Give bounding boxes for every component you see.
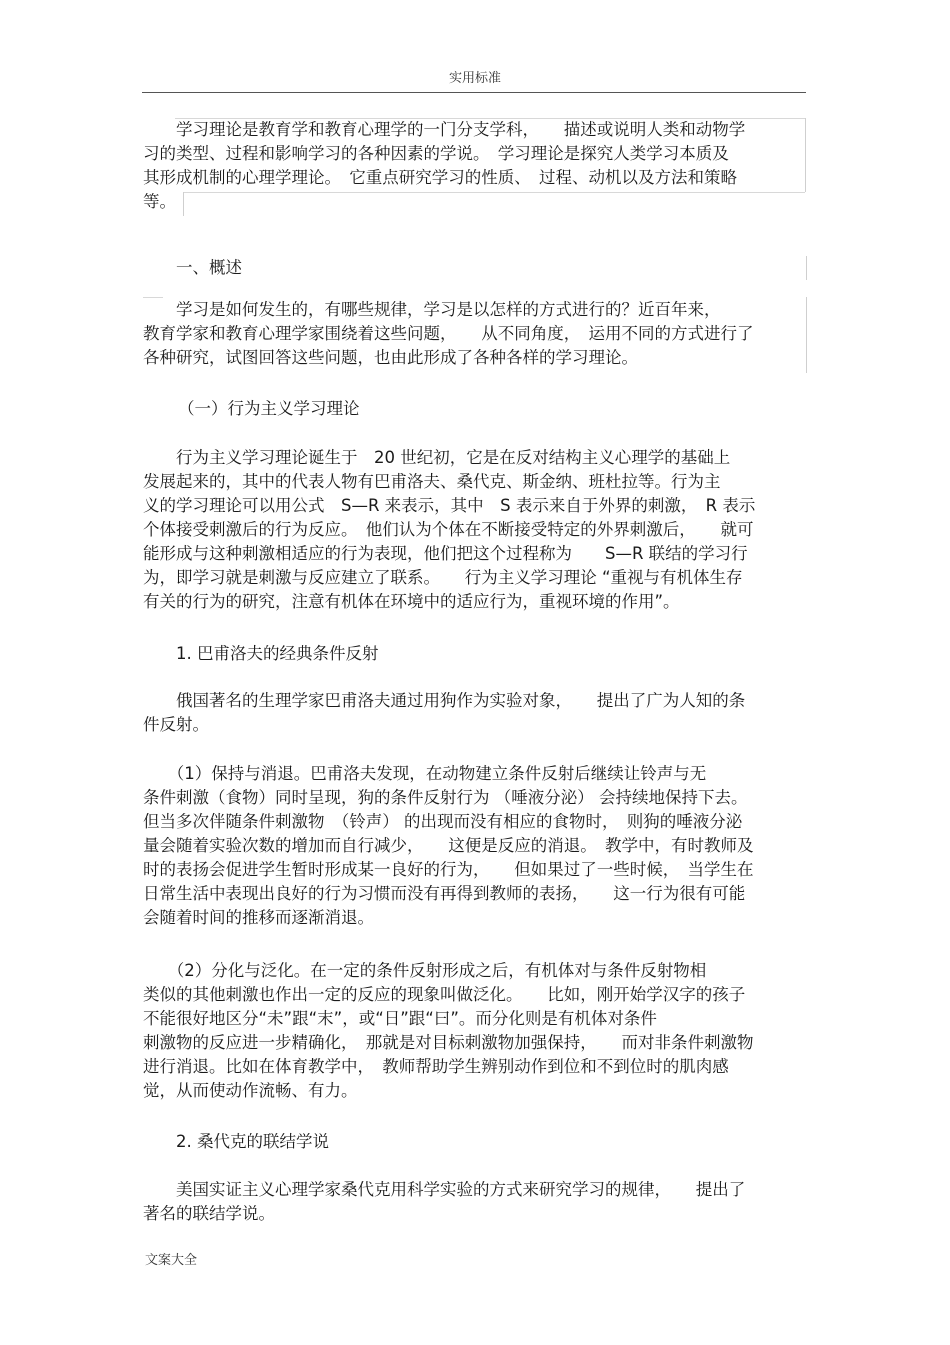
text-line: 不能很好地区分“未”跟“末”，或“日”跟“曰”。而分化则是有机体对条件 [143, 1009, 657, 1028]
pavlov-paragraph [143, 689, 805, 737]
text-line: 俄国著名的生理学家巴甫洛夫通过用狗作为实验对象， 提出了广为人知的条 [143, 691, 746, 710]
text-line: 但当多次伴随条件刺激物 （铃声） 的出现而没有相应的食物时， 则狗的唾液分泌 [143, 812, 743, 831]
text-line: 行为主义学习理论诞生于 20 世纪初，它是在反对结构主义心理学的基础上 [143, 448, 731, 467]
text-line: 各种研究，试图回答这些问题，也由此形成了各种各样的学习理论。 [143, 348, 638, 367]
text-line: 学习是如何发生的，有哪些规律，学习是以怎样的方式进行的？近百年来， [143, 300, 721, 319]
text-line: 有关的行为的研究，注意有机体在环境中的适应行为，重视环境的作用”。 [143, 592, 680, 611]
text-line: 义的学习理论可以用公式 S—R 来表示，其中 S 表示来自于外界的刺激， R 表示 [143, 496, 756, 515]
intro-paragraph [143, 118, 805, 214]
text-line: 会随着时间的推移而逐渐消退。 [143, 908, 374, 927]
text-line: 个体接受刺激后的行为反应。 他们认为个体在不断接受特定的外界刺激后， 就可 [143, 520, 754, 539]
text-line: 美国实证主义心理学家桑代克用科学实验的方式来研究学习的规律， 提出了 [143, 1180, 746, 1199]
text-line: 为，即学习就是刺激与反应建立了联系。 行为主义学习理论 “重视与有机体生存 [143, 568, 743, 587]
text-line: 觉，从而使动作流畅、有力。 [143, 1081, 358, 1100]
text-line: 能形成与这种刺激相适应的行为表现，他们把这个过程称为 S—R 联结的学习行 [143, 544, 748, 563]
text-line: 著名的联结学说。 [143, 1204, 275, 1223]
differentiation-generalization-paragraph [143, 959, 805, 1103]
section-heading-overview: 一、概述 [176, 258, 242, 277]
text-line: 时的表扬会促进学生暂时形成某一良好的行为， 但如果过了一些时候， 当学生在 [143, 860, 754, 879]
thorndike-paragraph [143, 1178, 805, 1226]
text-line: 量会随着实验次数的增加而自行减少， 这便是反应的消退。 教学中，有时教师及 [143, 836, 754, 855]
behaviorism-paragraph [143, 446, 805, 614]
page-footer: 文案大全 [145, 1253, 198, 1268]
text-line: 等。 [143, 192, 176, 211]
overview-paragraph [143, 298, 805, 370]
text-line: 其形成机制的心理学理论。 它重点研究学习的性质、 过程、动机以及方法和策略 [143, 168, 737, 187]
text-line: 类似的其他刺激也作出一定的反应的现象叫做泛化。 比如，刚开始学汉字的孩子 [143, 985, 746, 1004]
text-line: 教育学家和教育心理学家围绕着这些问题， 从不同角度， 运用不同的方式进行了 [143, 324, 754, 343]
heading-box-right [806, 256, 807, 280]
intro-box-right [805, 118, 806, 192]
section1-box-right [806, 297, 807, 373]
text-line: （2）分化与泛化。在一定的条件反射形成之后，有机体对与条件反射物相 [143, 961, 707, 980]
text-line: 刺激物的反应进一步精确化， 那就是对目标刺激物加强保持， 而对非条件刺激物 [143, 1033, 754, 1052]
item-heading-pavlov: 1. 巴甫洛夫的经典条件反射 [176, 644, 379, 663]
text-line: 习的类型、过程和影响学习的各种因素的学说。 学习理论是探究人类学习本质及 [143, 144, 729, 163]
item-heading-thorndike: 2. 桑代克的联结学说 [176, 1132, 329, 1151]
text-line: 条件刺激（食物）同时呈现，狗的条件反射行为 （唾液分泌） 会持续地保持下去。 [143, 788, 748, 807]
subsection-heading-behaviorism: （一）行为主义学习理论 [178, 399, 360, 418]
header-divider [142, 92, 806, 93]
page-header: 实用标准 [448, 71, 501, 86]
text-line: 发展起来的，其中的代表人物有巴甫洛夫、桑代克、斯金纳、班杜拉等。行为主 [143, 472, 721, 491]
text-line: 件反射。 [143, 715, 209, 734]
retention-extinction-paragraph [143, 762, 805, 930]
text-line: （1）保持与消退。巴甫洛夫发现，在动物建立条件反射后继续让铃声与无 [143, 764, 707, 783]
text-line: 日常生活中表现出良好的行为习惯而没有再得到教师的表扬， 这一行为很有可能 [143, 884, 746, 903]
text-line: 进行消退。比如在体育教学中， 教师帮助学生辨别动作到位和不到位时的肌肉感 [143, 1057, 729, 1076]
text-line: 学习理论是教育学和教育心理学的一门分支学科， 描述或说明人类和动物学 [143, 120, 746, 139]
